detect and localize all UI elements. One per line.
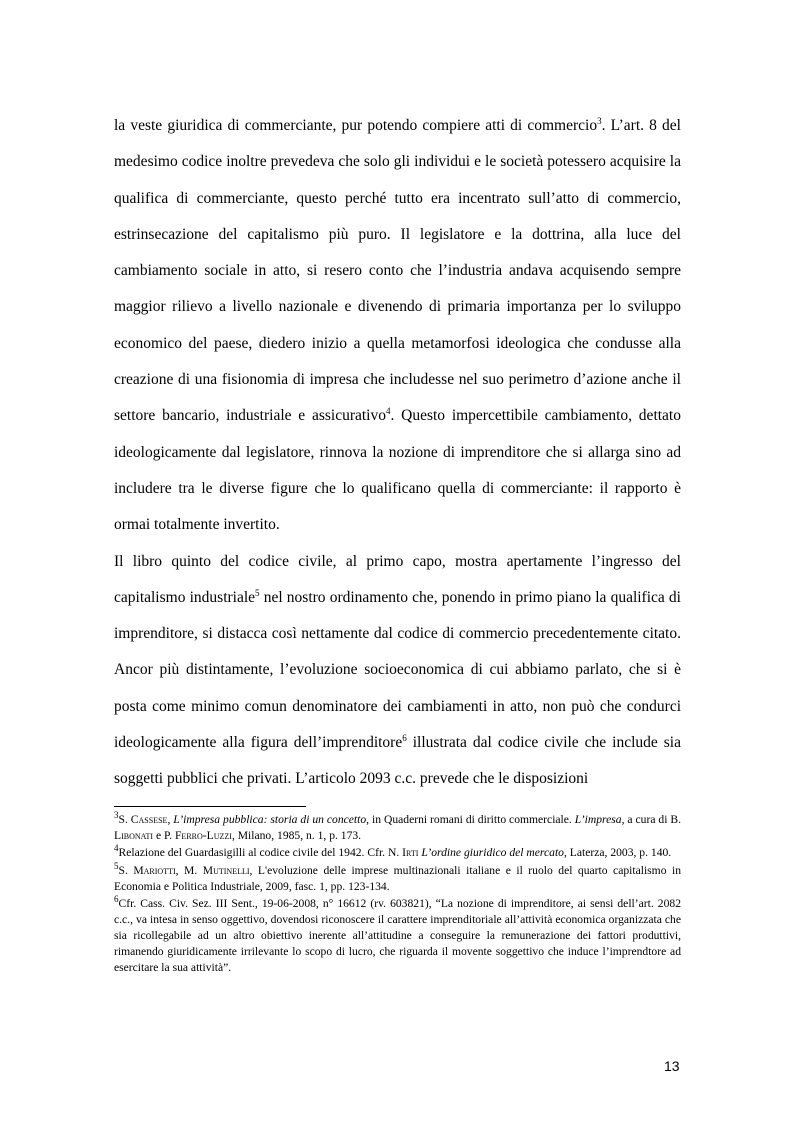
footnote-ref-3[interactable]: 3	[597, 115, 602, 126]
footnote-title: L’impresa	[574, 813, 622, 826]
footnote-text: , L'evoluzione delle imprese multinazionali italiane e il ruolo del quarto capitalismo in Economia e Politica Industriale, 2009, fasc. 1, pp. 123-134.	[114, 863, 682, 893]
footnotes	[114, 812, 681, 978]
paragraph-text: . L’art. 8 del medesimo codice inoltre prevedeva che solo gli individui e le società potessero acquisire la qualifica di commerciante, questo perché tutto era incentrato sull’atto di commercio, estrinsecazione del capitalismo più puro. Il legislatore e la dottrina, alla luce del cambiamento sociale in atto, si resero conto che l’industria andava acquisendo sempre maggior rilievo a livello nazionale e divenendo di primaria importanza per lo sviluppo economico del paese, diedero inizio a quella metamorfosi ideologica che condusse alla creazione di una fisionomia di impresa che includesse nel suo perimetro d’azione anche il settore bancario, industriale e assicurativo	[114, 117, 681, 425]
footnote-text: e P.	[153, 829, 175, 842]
footnote-text: , Laterza, 2003, p. 140.	[563, 846, 672, 860]
footnote-text: Cfr. Cass. Civ. Sez. III Sent., 19-06-2008, n° 16612 (rv. 603821), “La nozione di imprenditore, ai sensi dell’art. 2082 c.c., va intesa in senso oggettivo, dovendosi riconoscere il carattere imprenditoriale all’attività economica organizzata che sia ricollegabile ad un altro obiettivo inerente all’attitudine a conseguire la remunerazione dei fattori produttivi, rimanendo giuridicamente irrilevante lo scopo di lucro, che riguarda il movente soggettivo che induce l’imprendtore ad esercitare la sua attività”.	[114, 897, 681, 975]
page-number: 13	[664, 1058, 680, 1074]
footnote-6	[114, 896, 681, 976]
body-text	[114, 108, 681, 798]
footnote-ref-5[interactable]: 5	[255, 587, 260, 598]
paragraph-2	[114, 544, 681, 798]
footnote-number: 5	[114, 860, 119, 871]
footnote-text: , M.	[175, 863, 203, 877]
footnote-author: Mutinelli	[202, 863, 250, 877]
paragraph-text: illustrata dal codice civile che include sia soggetti pubblici che privati. L’articolo 2093 c.c. prevede che le disposizioni	[114, 734, 681, 788]
footnote-author: Mariotti	[133, 863, 176, 877]
footnote-title: L’impresa pubblica: storia di un concetto	[173, 813, 367, 826]
footnote-author: Cassese	[130, 813, 168, 826]
footnote-text: , in Quaderni romani di diritto commerciale.	[366, 813, 575, 826]
paragraph-text: . Questo impercettibile cambiamento, dettato ideologicamente dal legislatore, rinnova la nozione di imprenditore che si allarga sino ad includere tra le diverse figure che lo qualificano quella di commerciante: il rapporto è ormai totalmente invertito.	[114, 407, 681, 534]
footnote-author: Ferro-Luzzi	[174, 829, 232, 842]
footnote-text: , a cura di B.	[621, 813, 681, 826]
paragraph-text: Il libro quinto del codice civile, al primo capo, mostra apertamente l’ingresso del capitalismo industriale	[114, 552, 681, 606]
footnote-5	[114, 860, 682, 895]
paragraph-1	[114, 108, 681, 544]
footnote-number: 3	[114, 810, 119, 821]
footnote-ref-6[interactable]: 6	[402, 732, 407, 743]
footnote-author: Libonati	[114, 829, 154, 842]
footnote-number: 4	[114, 843, 119, 854]
paragraph-text: nel nostro ordinamento che, ponendo in primo piano la qualifica di imprenditore, si distacca così nettamente dal codice di commercio precedentemente citato. Ancor più distintamente, l’evoluzione socioeconomica di cui abbiamo parlato, che si è posta come minimo comun denominatore dei cambiamenti in atto, non può che condurci ideologicamente alla figura dell’imprenditore	[114, 588, 681, 752]
footnote-ref-4[interactable]: 4	[385, 406, 391, 417]
footnote-number: 6	[114, 894, 119, 905]
footnote-4	[114, 845, 681, 861]
footnote-text: , Milano, 1985, n. 1, p. 173.	[231, 829, 362, 842]
footnote-3	[114, 812, 681, 844]
footnote-text: S.	[118, 863, 134, 877]
footnote-separator	[114, 806, 306, 807]
footnote-text: S.	[118, 813, 131, 826]
footnote-author: Irti	[402, 846, 419, 860]
paragraph-text: la veste giuridica di commerciante, pur potendo compiere atti di commercio	[114, 117, 598, 134]
footnote-text: ,	[167, 813, 174, 826]
footnote-text: Relazione del Guardasigilli al codice civile del 1942. Cfr. N.	[118, 846, 403, 860]
footnote-title: L’ordine giuridico del mercato	[421, 846, 564, 860]
